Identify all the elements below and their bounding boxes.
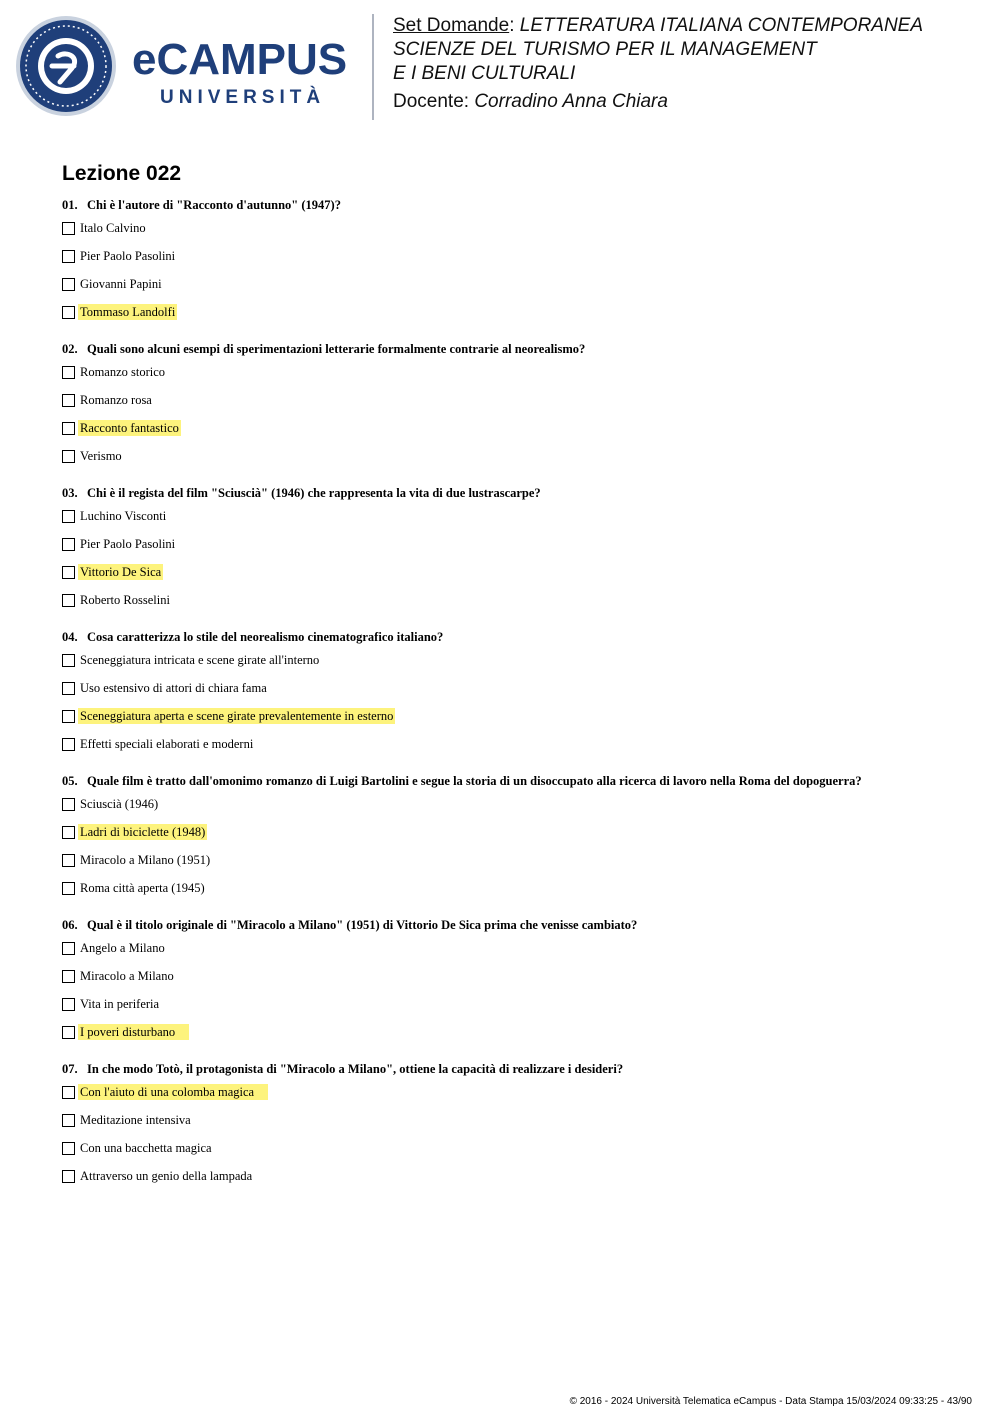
header-divider [372, 14, 374, 120]
answer-option-label-highlighted: Ladri di biciclette (1948) [80, 825, 206, 839]
checkbox[interactable] [62, 738, 75, 751]
page-footer: © 2016 - 2024 Università Telematica eCampus - Data Stampa 15/03/2024 09:33:25 - 43/90 [569, 1396, 972, 1407]
page-header [0, 0, 1000, 130]
answer-option-label: Italo Calvino [80, 221, 146, 235]
answer-option-label: Verismo [80, 449, 122, 463]
question-text: Quali sono alcuni esempi di sperimentazioni letterarie formalmente contrarie al neorealismo? [87, 342, 586, 356]
answer-option[interactable] [62, 442, 962, 470]
answer-option[interactable] [62, 1106, 962, 1134]
answer-option-label: Romanzo storico [80, 365, 166, 379]
question-block [62, 916, 962, 1046]
answer-option[interactable] [62, 674, 962, 702]
question-block [62, 196, 962, 326]
answer-option-label-highlighted: Con l'aiuto di una colomba magica [78, 1084, 268, 1100]
answer-option[interactable] [62, 558, 962, 586]
question-title [62, 196, 962, 214]
answer-option-label: Luchino Visconti [80, 509, 167, 523]
checkbox[interactable] [62, 854, 75, 867]
answer-option-label-highlighted: Sceneggiatura aperta e scene girate prevalentemente in esterno [80, 709, 394, 723]
answer-option-label: Vita in periferia [80, 997, 160, 1011]
checkbox[interactable] [62, 1086, 75, 1099]
checkbox[interactable] [62, 510, 75, 523]
lesson-title: Lezione 022 [62, 162, 182, 185]
checkbox[interactable] [62, 250, 75, 263]
answer-option[interactable] [62, 214, 962, 242]
answer-option-label: Attraverso un genio della lampada [80, 1169, 253, 1183]
checkbox[interactable] [62, 942, 75, 955]
question-number: 05. [62, 774, 78, 788]
answer-option[interactable] [62, 790, 962, 818]
checkbox[interactable] [62, 682, 75, 695]
question-title [62, 916, 962, 934]
question-number: 03. [62, 486, 78, 500]
checkbox[interactable] [62, 394, 75, 407]
set-label: Set Domande [393, 15, 510, 36]
docente-name: Corradino Anna Chiara [474, 91, 668, 112]
answer-option[interactable] [62, 242, 962, 270]
question-text: Quale film è tratto dall'omonimo romanzo di Luigi Bartolini e segue la storia di un disoccupato alla ricerca di lavoro nella Roma del dopoguerra? [87, 774, 862, 788]
answer-option[interactable] [62, 962, 962, 990]
checkbox[interactable] [62, 1170, 75, 1183]
answer-option[interactable] [62, 298, 962, 326]
checkbox[interactable] [62, 278, 75, 291]
course-degree-line2: E I BENI CULTURALI [393, 63, 576, 84]
answer-option[interactable] [62, 386, 962, 414]
docente-label: Docente: [393, 91, 470, 112]
question-title [62, 340, 962, 358]
question-block [62, 1060, 962, 1190]
checkbox[interactable] [62, 998, 75, 1011]
answer-option-label: Roma città aperta (1945) [80, 881, 205, 895]
answer-option-label: Miracolo a Milano (1951) [80, 853, 211, 867]
answer-option-label: Pier Paolo Pasolini [80, 249, 176, 263]
answer-option-label-highlighted: Tommaso Landolfi [80, 305, 176, 319]
answer-option[interactable] [62, 1162, 962, 1190]
answer-option-label: Con una bacchetta magica [80, 1141, 212, 1155]
checkbox[interactable] [62, 366, 75, 379]
question-block [62, 340, 962, 470]
checkbox[interactable] [62, 654, 75, 667]
answer-option[interactable] [62, 1078, 962, 1106]
question-title [62, 1060, 962, 1078]
answer-option[interactable] [62, 270, 962, 298]
answer-option[interactable] [62, 414, 962, 442]
checkbox[interactable] [62, 450, 75, 463]
answer-option[interactable] [62, 702, 962, 730]
question-text: Chi è il regista del film "Sciuscià" (1946) che rappresenta la vita di due lustrascarpe? [87, 486, 541, 500]
question-list [62, 196, 962, 1204]
answer-option[interactable] [62, 646, 962, 674]
answer-option[interactable] [62, 1018, 962, 1046]
answer-option[interactable] [62, 530, 962, 558]
answer-option[interactable] [62, 990, 962, 1018]
answer-option-label-highlighted: Racconto fantastico [80, 421, 179, 435]
checkbox[interactable] [62, 538, 75, 551]
question-number: 07. [62, 1062, 78, 1076]
answer-option-label: Sceneggiatura intricata e scene girate all'interno [80, 653, 320, 667]
checkbox[interactable] [62, 306, 75, 319]
checkbox[interactable] [62, 1142, 75, 1155]
question-number: 06. [62, 918, 78, 932]
answer-option-label: Pier Paolo Pasolini [80, 537, 176, 551]
question-title [62, 772, 962, 790]
checkbox[interactable] [62, 222, 75, 235]
answer-option[interactable] [62, 818, 962, 846]
answer-option-label: Giovanni Papini [80, 277, 162, 291]
checkbox[interactable] [62, 970, 75, 983]
checkbox[interactable] [62, 826, 75, 839]
question-block [62, 772, 962, 902]
answer-option-label: Effetti speciali elaborati e moderni [80, 737, 254, 751]
answer-option-label: Miracolo a Milano [80, 969, 174, 983]
answer-option-label: Angelo a Milano [80, 941, 165, 955]
answer-option-label-highlighted: I poveri disturbano [78, 1024, 189, 1040]
answer-option-label: Romanzo rosa [80, 393, 152, 407]
course-title: LETTERATURA ITALIANA CONTEMPORANEA [519, 15, 924, 36]
question-number: 04. [62, 630, 78, 644]
checkbox[interactable] [62, 566, 75, 579]
answer-option[interactable] [62, 1134, 962, 1162]
checkbox[interactable] [62, 422, 75, 435]
brand-subtitle: UNIVERSITÀ [160, 87, 326, 108]
checkbox[interactable] [62, 1114, 75, 1127]
question-number: 02. [62, 342, 78, 356]
answer-option[interactable] [62, 502, 962, 530]
answer-option-label-highlighted: Vittorio De Sica [80, 565, 162, 579]
answer-option[interactable] [62, 846, 962, 874]
answer-option[interactable] [62, 730, 962, 758]
question-text: Cosa caratterizza lo stile del neorealismo cinematografico italiano? [87, 630, 444, 644]
question-text: In che modo Totò, il protagonista di "Miracolo a Milano", ottiene la capacità di realizzare i desideri? [87, 1062, 624, 1076]
checkbox[interactable] [62, 1026, 75, 1039]
question-number: 01. [62, 198, 78, 212]
answer-option[interactable] [62, 358, 962, 386]
checkbox[interactable] [62, 594, 75, 607]
answer-option-label: Roberto Rosselini [80, 593, 170, 607]
answer-option-label: Uso estensivo di attori di chiara fama [80, 681, 267, 695]
question-block [62, 484, 962, 614]
course-info: Set Domande: LETTERATURA ITALIANA CONTEMPORANEA SCIENZE DEL TURISMO PER IL MANAGEMENT E I BENI CULTURALI Docente: Corradino Anna Chiara [393, 15, 924, 112]
answer-option[interactable] [62, 934, 962, 962]
answer-option[interactable] [62, 874, 962, 902]
question-text: Chi è l'autore di "Racconto d'autunno" (1947)? [87, 198, 341, 212]
question-title [62, 484, 962, 502]
course-degree-line1: SCIENZE DEL TURISMO PER IL MANAGEMENT [393, 39, 817, 60]
checkbox[interactable] [62, 882, 75, 895]
ecampus-seal-logo [14, 14, 118, 118]
question-block [62, 628, 962, 758]
checkbox[interactable] [62, 798, 75, 811]
question-text: Qual è il titolo originale di "Miracolo a Milano" (1951) di Vittorio De Sica prima che venisse cambiato? [87, 918, 638, 932]
checkbox[interactable] [62, 710, 75, 723]
question-title [62, 628, 962, 646]
answer-option-label: Sciuscià (1946) [80, 797, 159, 811]
answer-option[interactable] [62, 586, 962, 614]
brand-wordmark: eCAMPUS [132, 35, 348, 84]
answer-option-label: Meditazione intensiva [80, 1113, 191, 1127]
